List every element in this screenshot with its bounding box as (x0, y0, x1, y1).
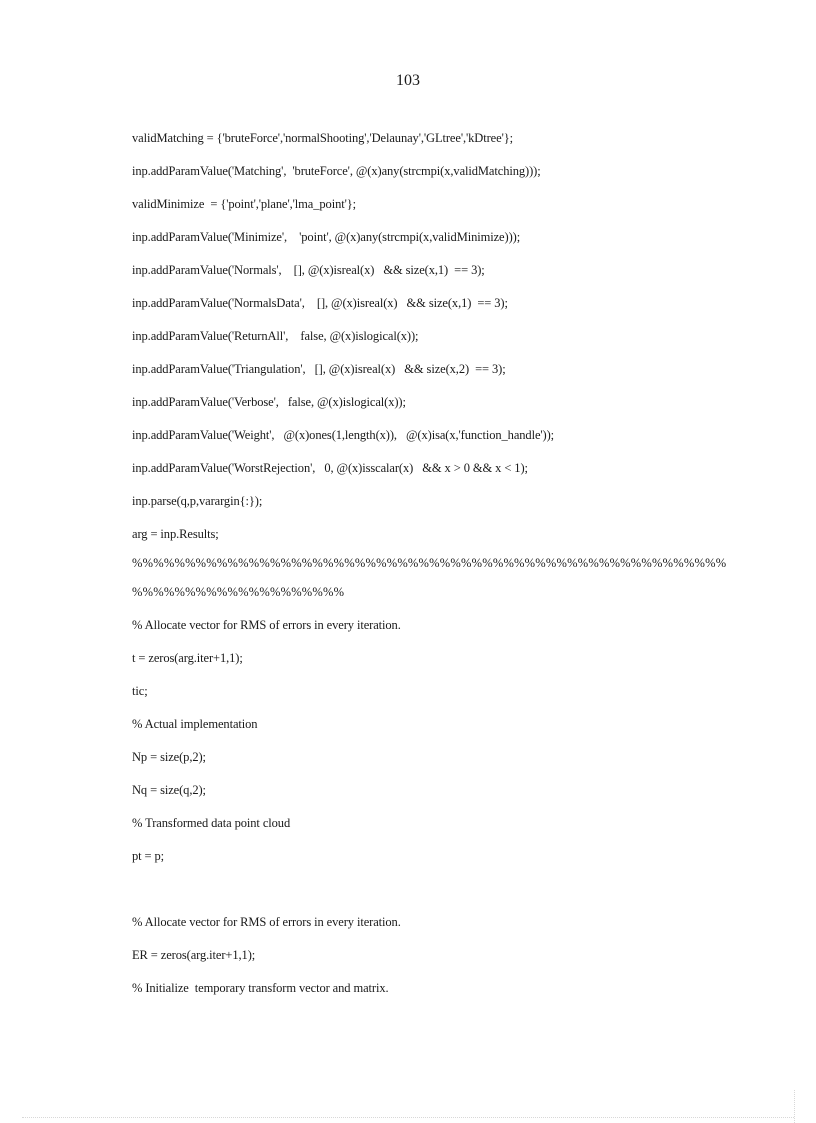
blank-line (132, 873, 772, 906)
code-line: inp.addParamValue('ReturnAll', false, @(x)islogical(x)); (132, 329, 419, 343)
code-line: Nq = size(q,2); (132, 783, 206, 797)
page-right-border (794, 1090, 795, 1123)
code-line: inp.addParamValue('Matching', 'bruteForce', @(x)any(strcmpi(x,validMatching))); (132, 164, 541, 178)
code-line: inp.addParamValue('WorstRejection', 0, @(x)isscalar(x) && x > 0 && x < 1); (132, 461, 528, 475)
code-comment: % Actual implementation (132, 717, 258, 731)
code-line: tic; (132, 684, 148, 698)
code-line: Np = size(p,2); (132, 750, 206, 764)
code-line: inp.addParamValue('NormalsData', [], @(x)isreal(x) && size(x,1) == 3); (132, 296, 508, 310)
code-line: arg = inp.Results; (132, 527, 219, 541)
comment-divider-line: %%%%%%%%%%%%%%%%%%%%%%%%%%%%%%%%%%%%%%%%%%%%%%%%%%%%%%%% (132, 556, 727, 570)
code-line: validMatching = {'bruteForce','normalShooting','Delaunay','GLtree','kDtree'}; (132, 131, 513, 145)
code-line: inp.addParamValue('Verbose', false, @(x)islogical(x)); (132, 395, 406, 409)
code-line: t = zeros(arg.iter+1,1); (132, 651, 243, 665)
code-line: inp.addParamValue('Normals', [], @(x)isreal(x) && size(x,1) == 3); (132, 263, 485, 277)
code-line: inp.parse(q,p,varargin{:}); (132, 494, 263, 508)
code-listing (132, 122, 772, 1005)
code-line: validMinimize = {'point','plane','lma_point'}; (132, 197, 357, 211)
code-line: inp.addParamValue('Minimize', 'point', @(x)any(strcmpi(x,validMinimize))); (132, 230, 521, 244)
code-comment: % Allocate vector for RMS of errors in every iteration. (132, 618, 401, 632)
code-comment: % Allocate vector for RMS of errors in every iteration. (132, 915, 401, 929)
code-line: inp.addParamValue('Weight', @(x)ones(1,length(x)), @(x)isa(x,'function_handle')); (132, 428, 555, 442)
code-comment: % Initialize temporary transform vector and matrix. (132, 981, 389, 995)
page-number: 103 (396, 72, 420, 89)
page-bottom-border (22, 1117, 794, 1118)
code-line: inp.addParamValue('Triangulation', [], @(x)isreal(x) && size(x,2) == 3); (132, 362, 506, 376)
comment-divider-line: %%%%%%%%%%%%%%%%%%%% (132, 585, 345, 599)
code-line: ER = zeros(arg.iter+1,1); (132, 948, 256, 962)
code-comment: % Transformed data point cloud (132, 816, 291, 830)
code-line: pt = p; (132, 849, 165, 863)
